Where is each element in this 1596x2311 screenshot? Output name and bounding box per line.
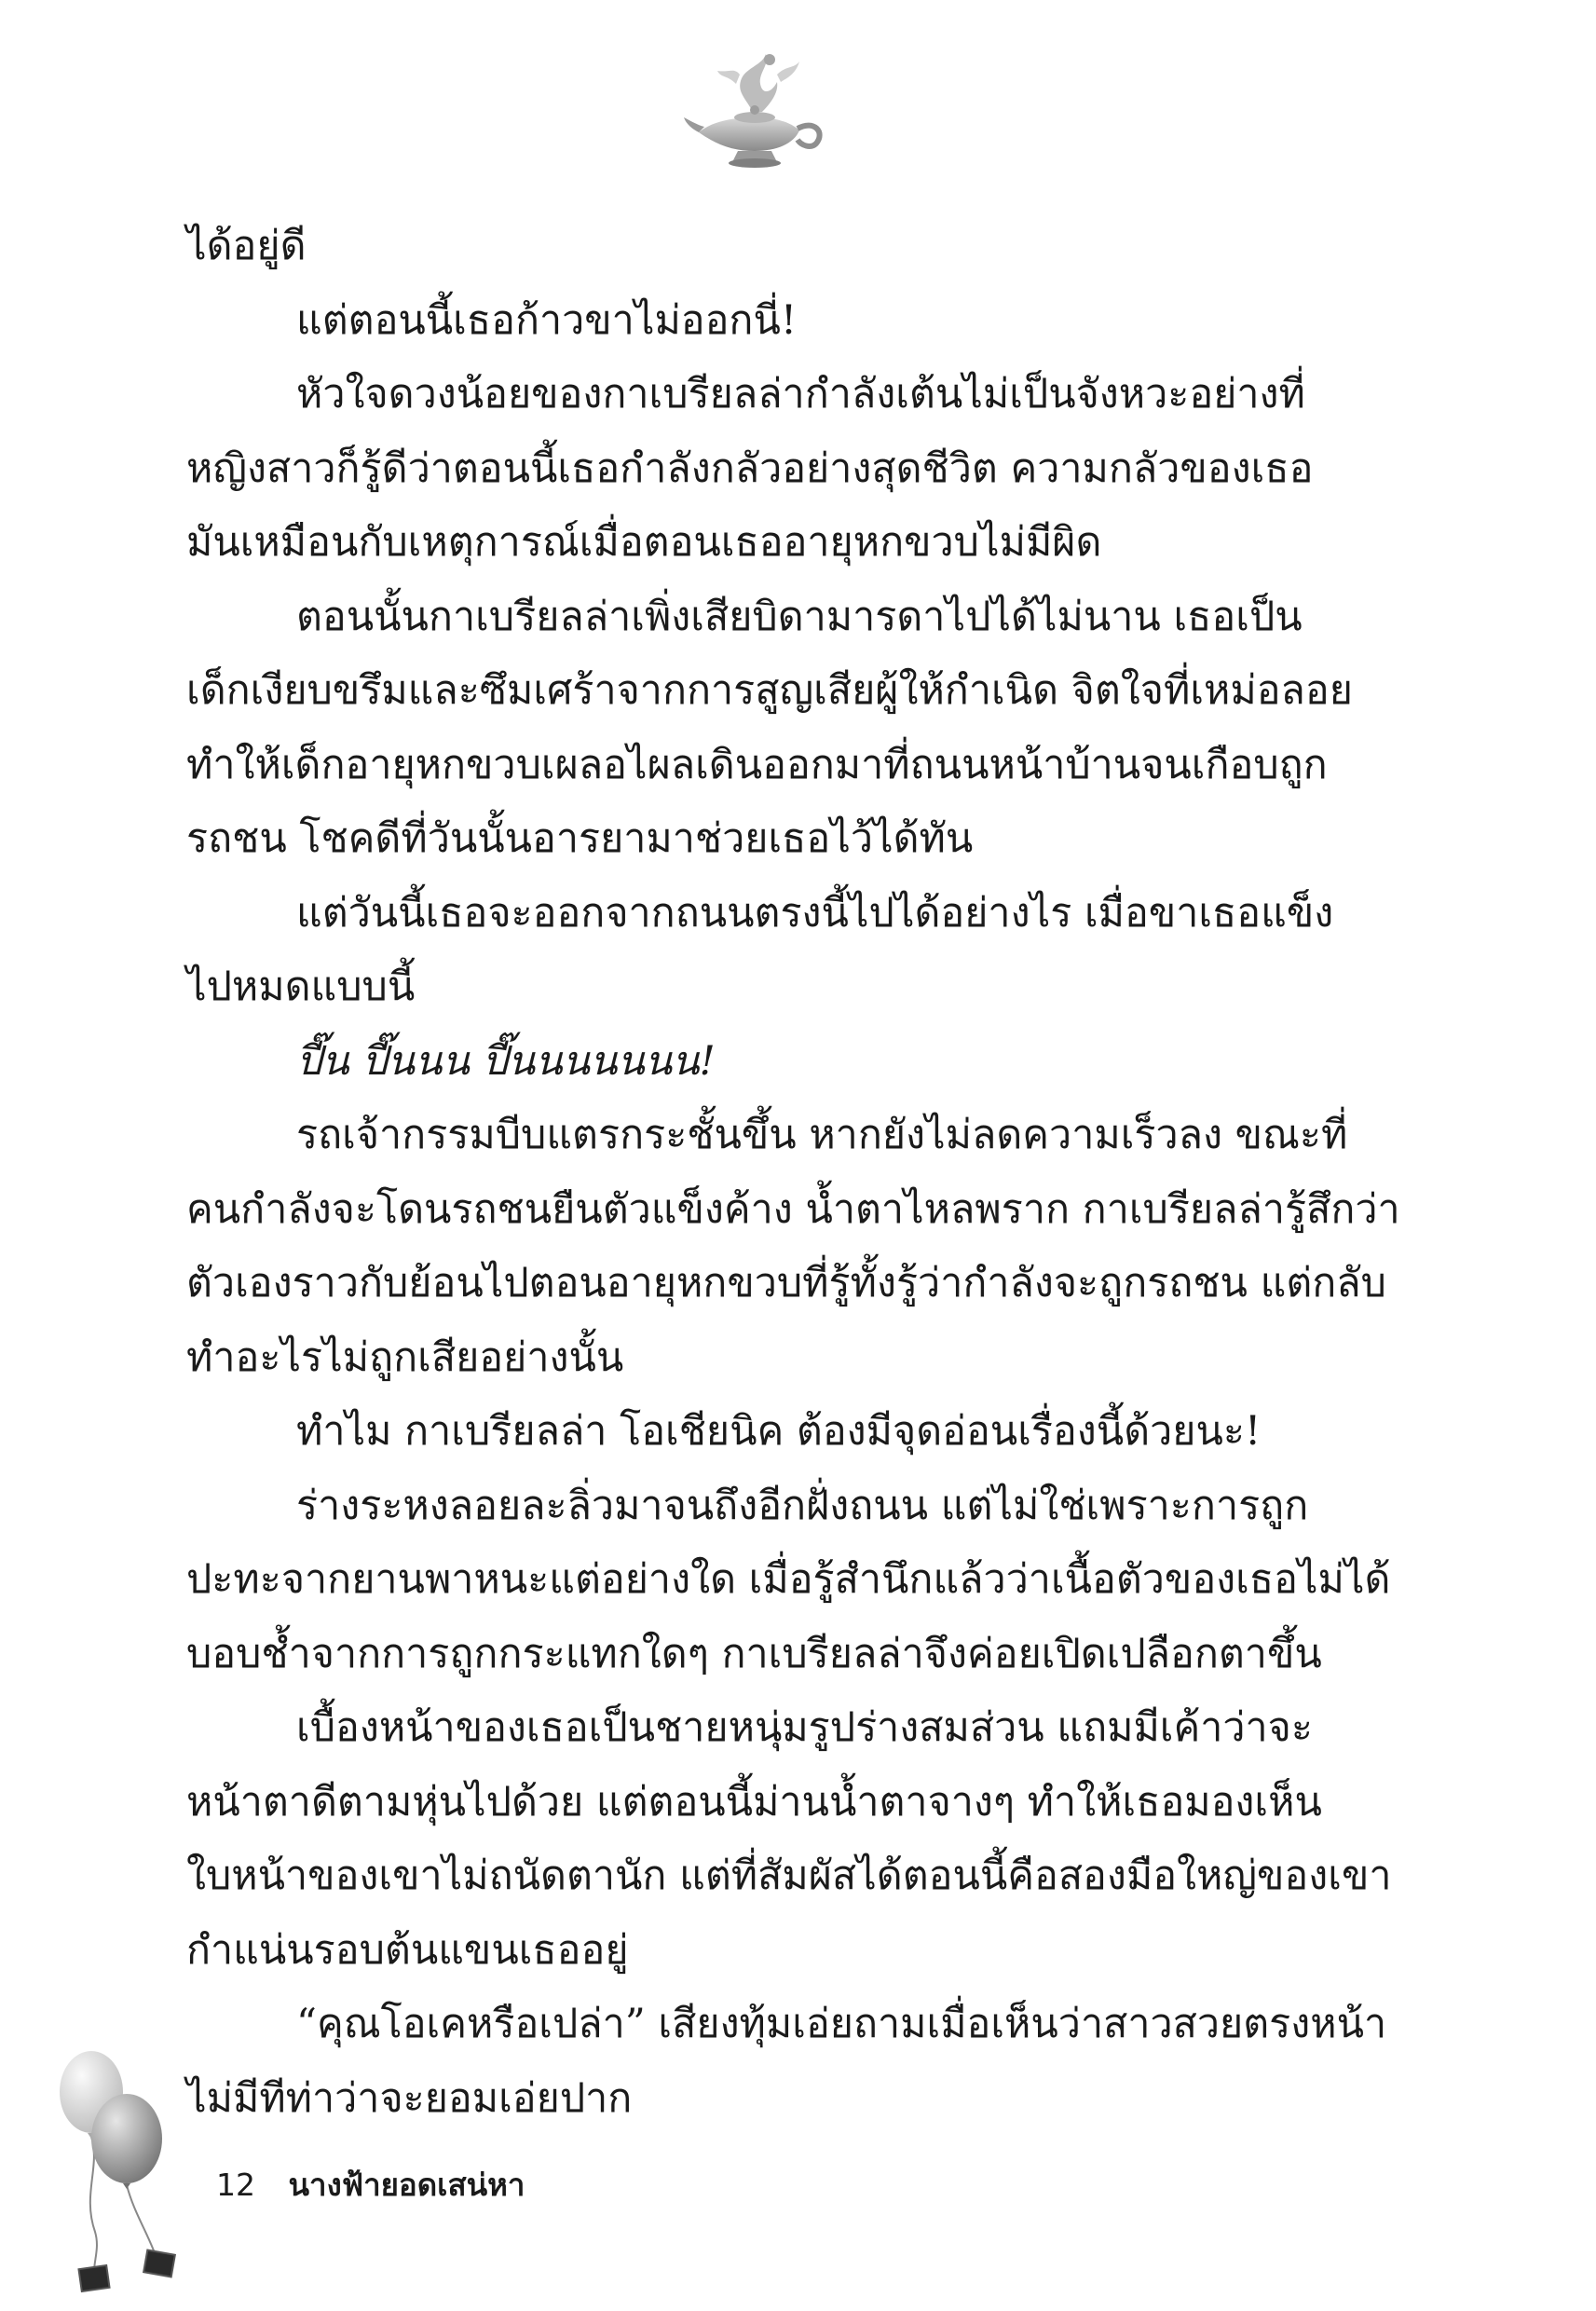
text-line: ตัวเองราวกับย้อนไปตอนอายุหกขวบที่รู้ทั้งรู้ว่ากำลังจะถูกรถชน แต่กลับ [186, 1260, 1386, 1306]
text-line: ทำไม กาเบรียลล่า โอเชียนิค ต้องมีจุดอ่อนเรื่องนี้ด้วยนะ! [296, 1408, 1262, 1455]
text-line: ทำให้เด็กอายุหกขวบเผลอไผลเดินออกมาที่ถนนหน้าบ้านจนเกือบถูก [186, 741, 1328, 788]
text-line: หญิงสาวก็รู้ดีว่าตอนนี้เธอกำลังกลัวอย่างสุดชีวิต ความกลัวของเธอ [186, 444, 1314, 492]
text-line: เบื้องหน้าของเธอเป็นชายหนุ่มรูปร่างสมส่วน แถมมีเค้าว่าจะ [296, 1704, 1313, 1751]
genie-lamp-icon [680, 47, 829, 172]
text-line: ร่างระหงลอยละลิ่วมาจนถึงอีกฝั่งถนน แต่ไม่ใช่เพราะการถูก [296, 1482, 1309, 1529]
text-line: เด็กเงียบขรึมและซึมเศร้าจากการสูญเสียผู้ให้กำเนิด จิตใจที่เหม่อลอย [186, 667, 1353, 714]
text-line: “คุณโอเคหรือเปล่า” เสียงทุ้มเอ่ยถามเมื่อเห็นว่าสาวสวยตรงหน้า [296, 2001, 1387, 2047]
text-line: บอบช้ำจากการถูกกระแทกใดๆ กาเบรียลล่าจึงค่อยเปิดเปลือกตาขึ้น [186, 1630, 1322, 1677]
book-title: นางฟ้ายอดเสน่หา [288, 2167, 525, 2203]
text-line: แต่วันนี้เธอจะออกจากถนนตรงนี้ไปได้อย่างไร เมื่อขาเธอแข็ง [296, 889, 1334, 937]
text-line: ปี๊น ปี๊นนน ปี๊นนนนนนน! [296, 1037, 716, 1085]
text-line: กำแน่นรอบต้นแขนเธออยู่ [186, 1926, 629, 1974]
text-line: ปะทะจากยานพาหนะแต่อย่างใด เมื่อรู้สำนึกแล้วว่าเนื้อตัวของเธอไม่ได้ [186, 1556, 1391, 1603]
text-line: หน้าตาดีตามหุ่นไปด้วย แต่ตอนนี้ม่านน้ำตาจางๆ ทำให้เธอมองเห็น [186, 1778, 1322, 1826]
text-line: ใบหน้าของเขาไม่ถนัดตานัก แต่ที่สัมผัสได้ตอนนี้คือสองมือใหญ่ของเขา [186, 1853, 1392, 1899]
text-line: ได้อยู่ดี [186, 223, 307, 269]
text-line: รถเจ้ากรรมบีบแตรกระชั้นขึ้น หากยังไม่ลดความเร็วลง ขณะที่ [296, 1112, 1348, 1158]
balloons-icon [54, 2045, 222, 2297]
text-line: ไปหมดแบบนี้ [186, 964, 416, 1010]
text-line: ตอนนั้นกาเบรียลล่าเพิ่งเสียบิดามารดาไปได้ไม่นาน เธอเป็น [296, 593, 1303, 640]
text-line: ไม่มีทีท่าว่าจะยอมเอ่ยปาก [186, 2074, 633, 2122]
text-line: คนกำลังจะโดนรถชนยืนตัวแข็งค้าง น้ำตาไหลพราก กาเบรียลล่ารู้สึกว่า [186, 1185, 1400, 1233]
text-line: ทำอะไรไม่ถูกเสียอย่างนั้น [186, 1333, 624, 1381]
body-text [186, 210, 1425, 2136]
text-line: หัวใจดวงน้อยของกาเบรียลล่ากำลังเต้นไม่เป็นจังหวะอย่างที่ [296, 371, 1305, 417]
page-number: 12 [216, 2167, 255, 2203]
text-line: มันเหมือนกับเหตุการณ์เมื่อตอนเธออายุหกขวบไม่มีผิด [186, 519, 1102, 566]
page-footer [216, 2160, 525, 2209]
text-line: รถชน โชคดีที่วันนั้นอารยามาช่วยเธอไว้ได้ทัน [186, 815, 974, 862]
text-line: แต่ตอนนี้เธอก้าวขาไม่ออกนี่! [296, 296, 798, 344]
